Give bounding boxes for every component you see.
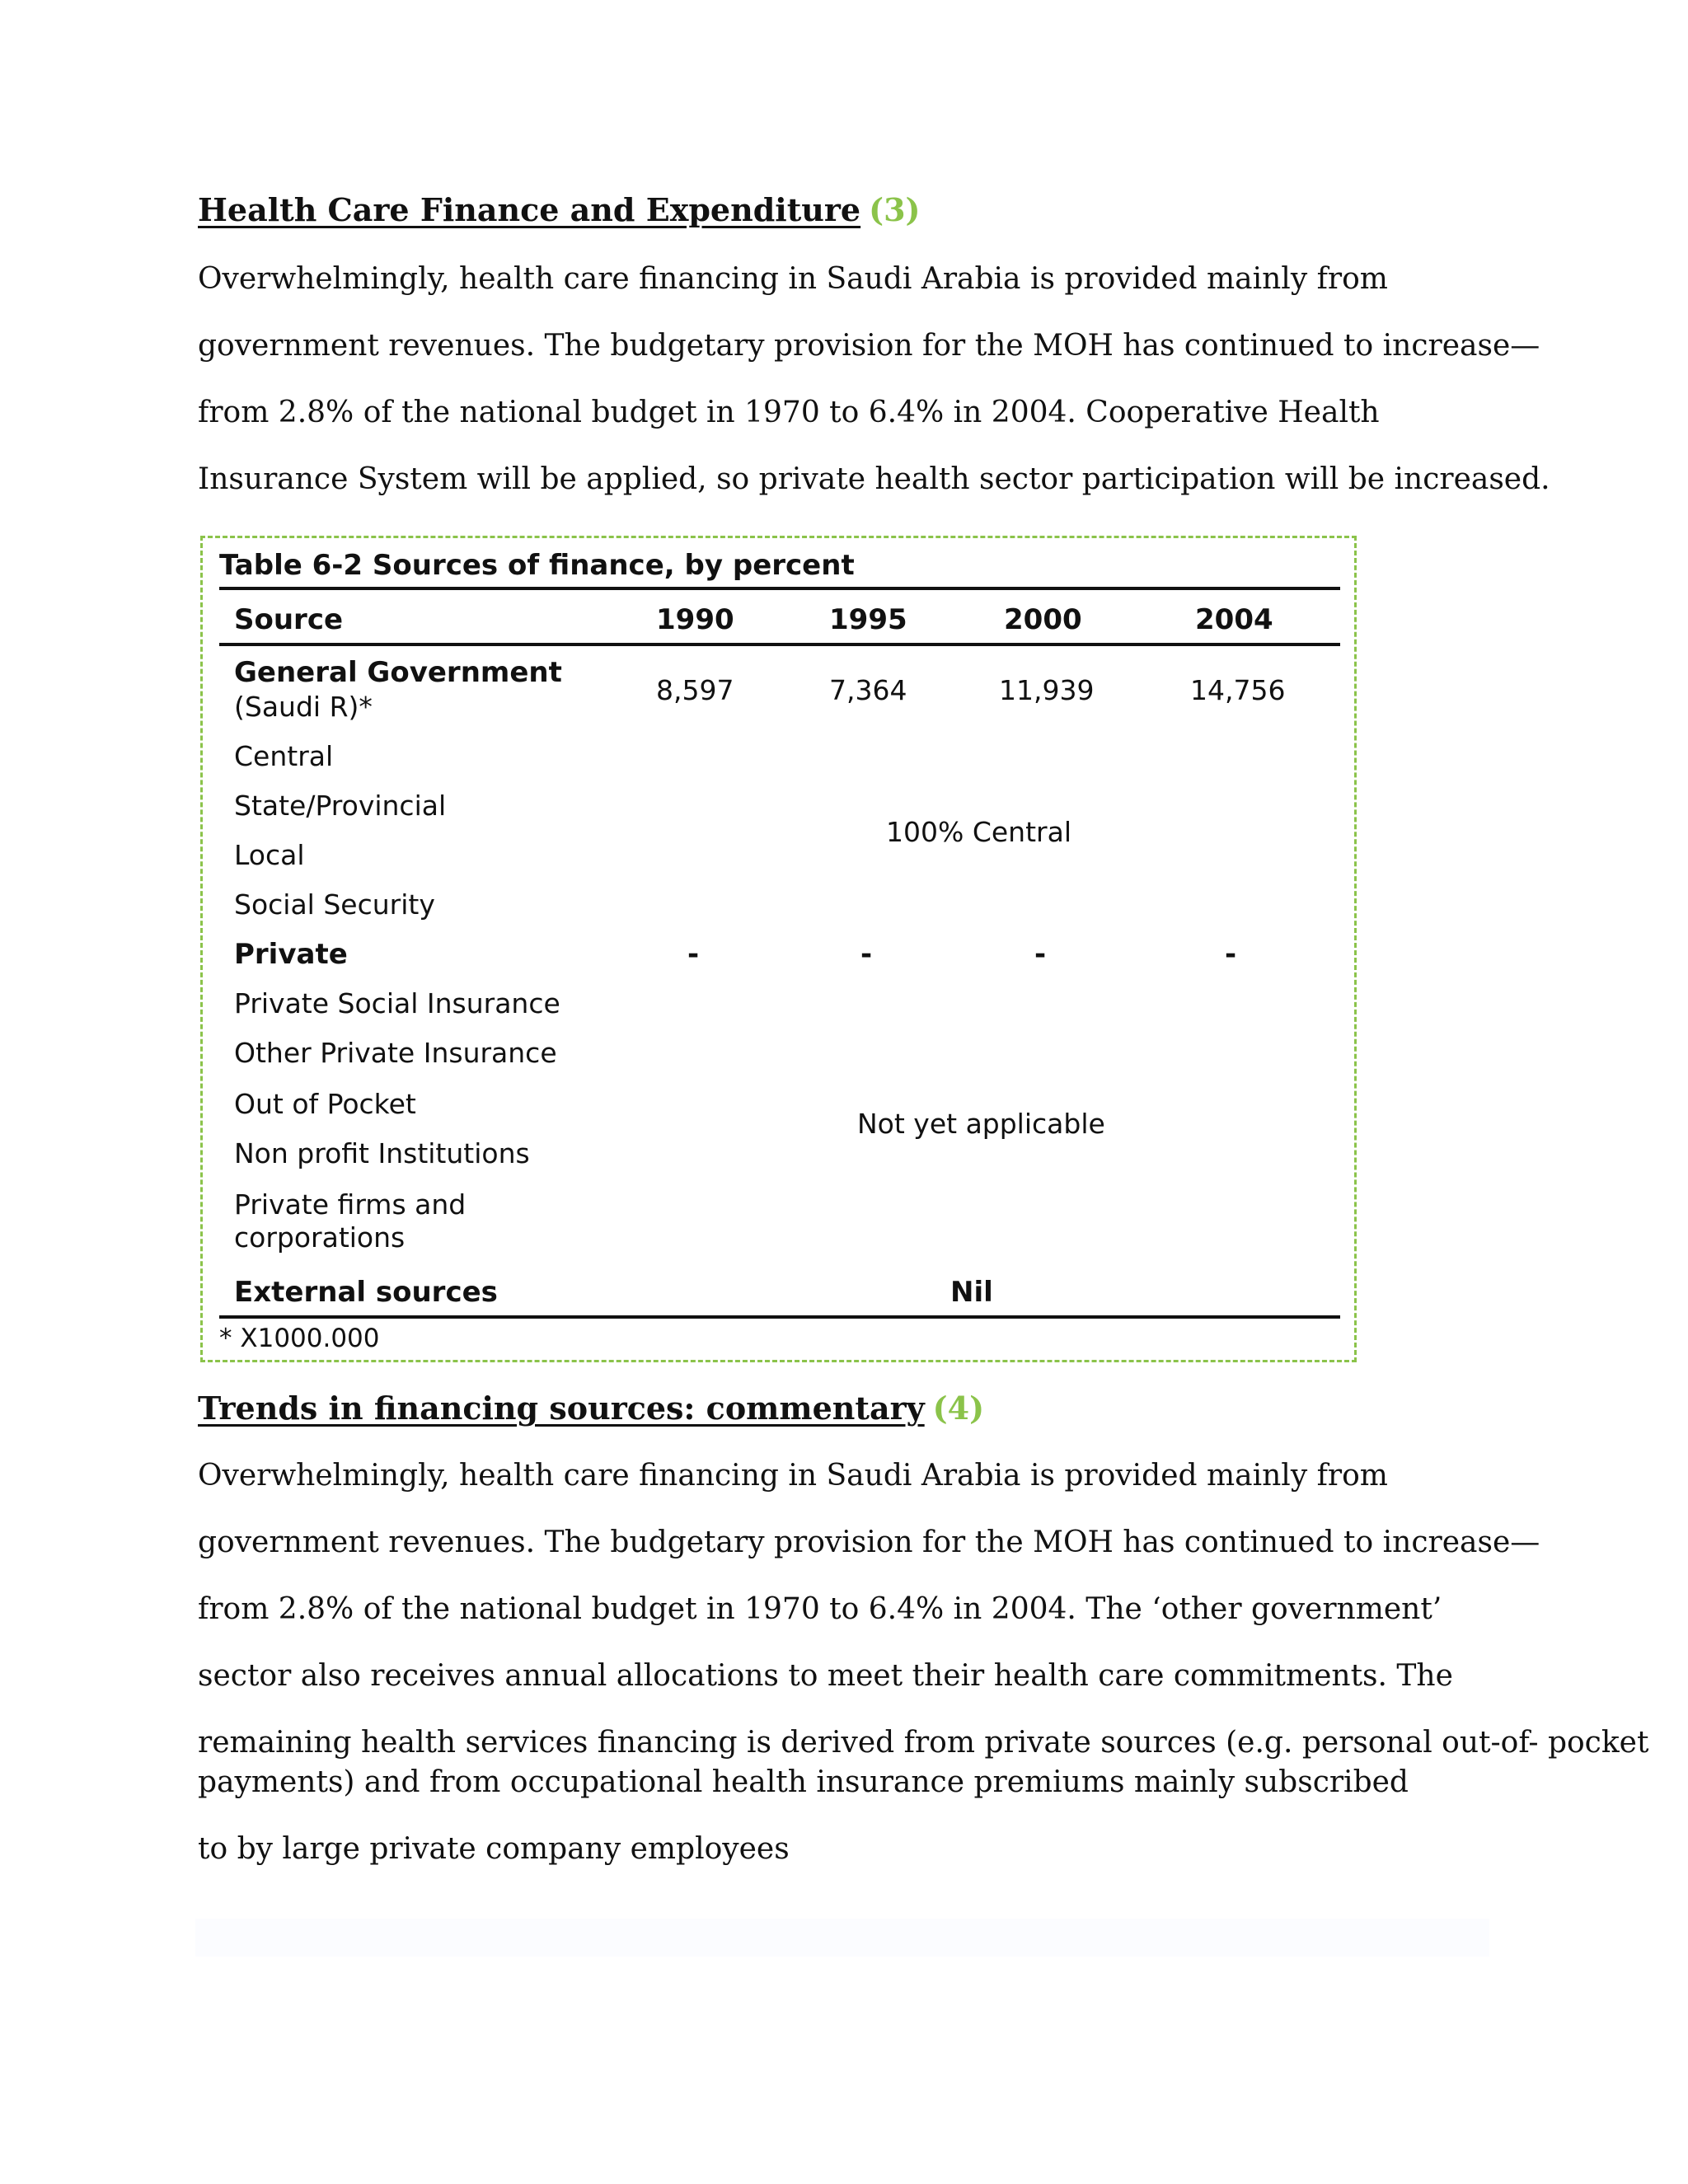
cell-gg-2000: 11,939 <box>999 674 1095 706</box>
table-bottom-rule <box>219 1315 1340 1319</box>
header-rule <box>219 643 1340 646</box>
section-heading-trends <box>198 1390 984 1427</box>
paragraph-line: Insurance System will be applied, so private health sector participation will be increased. <box>198 462 1550 496</box>
paragraph-line: remaining health services financing is derived from private sources (e.g. personal out-of- pocket <box>198 1726 1649 1760</box>
paragraph-line: government revenues. The budgetary provision for the MOH has continued to increase— <box>198 1526 1540 1559</box>
cell-private-1990: - <box>687 938 700 971</box>
column-header-2004: 2004 <box>1195 603 1273 636</box>
reference-marker: (4) <box>932 1390 985 1427</box>
column-header-1990: 1990 <box>656 603 734 636</box>
cell-private-1995: - <box>860 938 873 971</box>
column-header-1995: 1995 <box>829 603 907 636</box>
cell-gg-2004: 14,756 <box>1190 674 1286 706</box>
heading-text: Trends in financing sources: commentary <box>198 1390 925 1427</box>
cell-private-2004: - <box>1225 938 1237 971</box>
row-label-private-firms: Private firms and <box>234 1188 467 1221</box>
paragraph-line: Overwhelmingly, health care financing in Saudi Arabia is provided mainly from <box>198 1459 1388 1493</box>
table-title: Table 6-2 Sources of finance, by percent <box>219 549 855 582</box>
cell-gg-1990: 8,597 <box>656 674 734 706</box>
row-label-out-of-pocket: Out of Pocket <box>234 1088 416 1120</box>
merged-cell-private-note: Not yet applicable <box>857 1108 1105 1140</box>
reference-marker: (3) <box>869 191 921 228</box>
paragraph-line: from 2.8% of the national budget in 1970 to 6.4% in 2004. The ‘other government’ <box>198 1592 1442 1626</box>
blank-strip <box>195 1919 1489 1957</box>
paragraph-line: from 2.8% of the national budget in 1970 to 6.4% in 2004. Cooperative Health <box>198 396 1380 429</box>
row-label-local: Local <box>234 839 305 871</box>
paragraph-line: government revenues. The budgetary provision for the MOH has continued to increase— <box>198 329 1540 363</box>
row-sublabel-saudi-riyal: (Saudi R)* <box>234 691 373 723</box>
row-label-other-private-insurance: Other Private Insurance <box>234 1037 557 1069</box>
row-label-private-social-insurance: Private Social Insurance <box>234 987 560 1019</box>
row-label-private: Private <box>234 938 348 971</box>
cell-external-value: Nil <box>950 1276 993 1309</box>
row-label-social-security: Social Security <box>234 888 435 921</box>
column-header-2000: 2000 <box>1004 603 1082 636</box>
merged-cell-gov-note: 100% Central <box>886 816 1071 848</box>
cell-private-2000: - <box>1034 938 1047 971</box>
row-label-central: Central <box>234 740 334 772</box>
heading-text: Health Care Finance and Expenditure <box>198 191 861 228</box>
row-label-non-profit: Non profit Institutions <box>234 1137 530 1169</box>
row-label-private-firms-cont: corporations <box>234 1221 406 1254</box>
paragraph-line: to by large private company employees <box>198 1832 790 1866</box>
paragraph-line: sector also receives annual allocations to meet their health care commitments. The <box>198 1659 1453 1693</box>
table-top-rule <box>219 587 1340 590</box>
cell-gg-1995: 7,364 <box>829 674 907 706</box>
section-heading-finance <box>198 191 921 228</box>
row-label-state-provincial: State/Provincial <box>234 790 447 822</box>
row-label-external-sources: External sources <box>234 1276 498 1309</box>
row-label-general-government: General Government <box>234 656 562 689</box>
table-footnote: * X1000.000 <box>219 1324 380 1353</box>
column-header-source: Source <box>234 603 344 636</box>
paragraph-line: Overwhelmingly, health care financing in Saudi Arabia is provided mainly from <box>198 262 1388 296</box>
paragraph-line: payments) and from occupational health insurance premiums mainly subscribed <box>198 1765 1409 1799</box>
